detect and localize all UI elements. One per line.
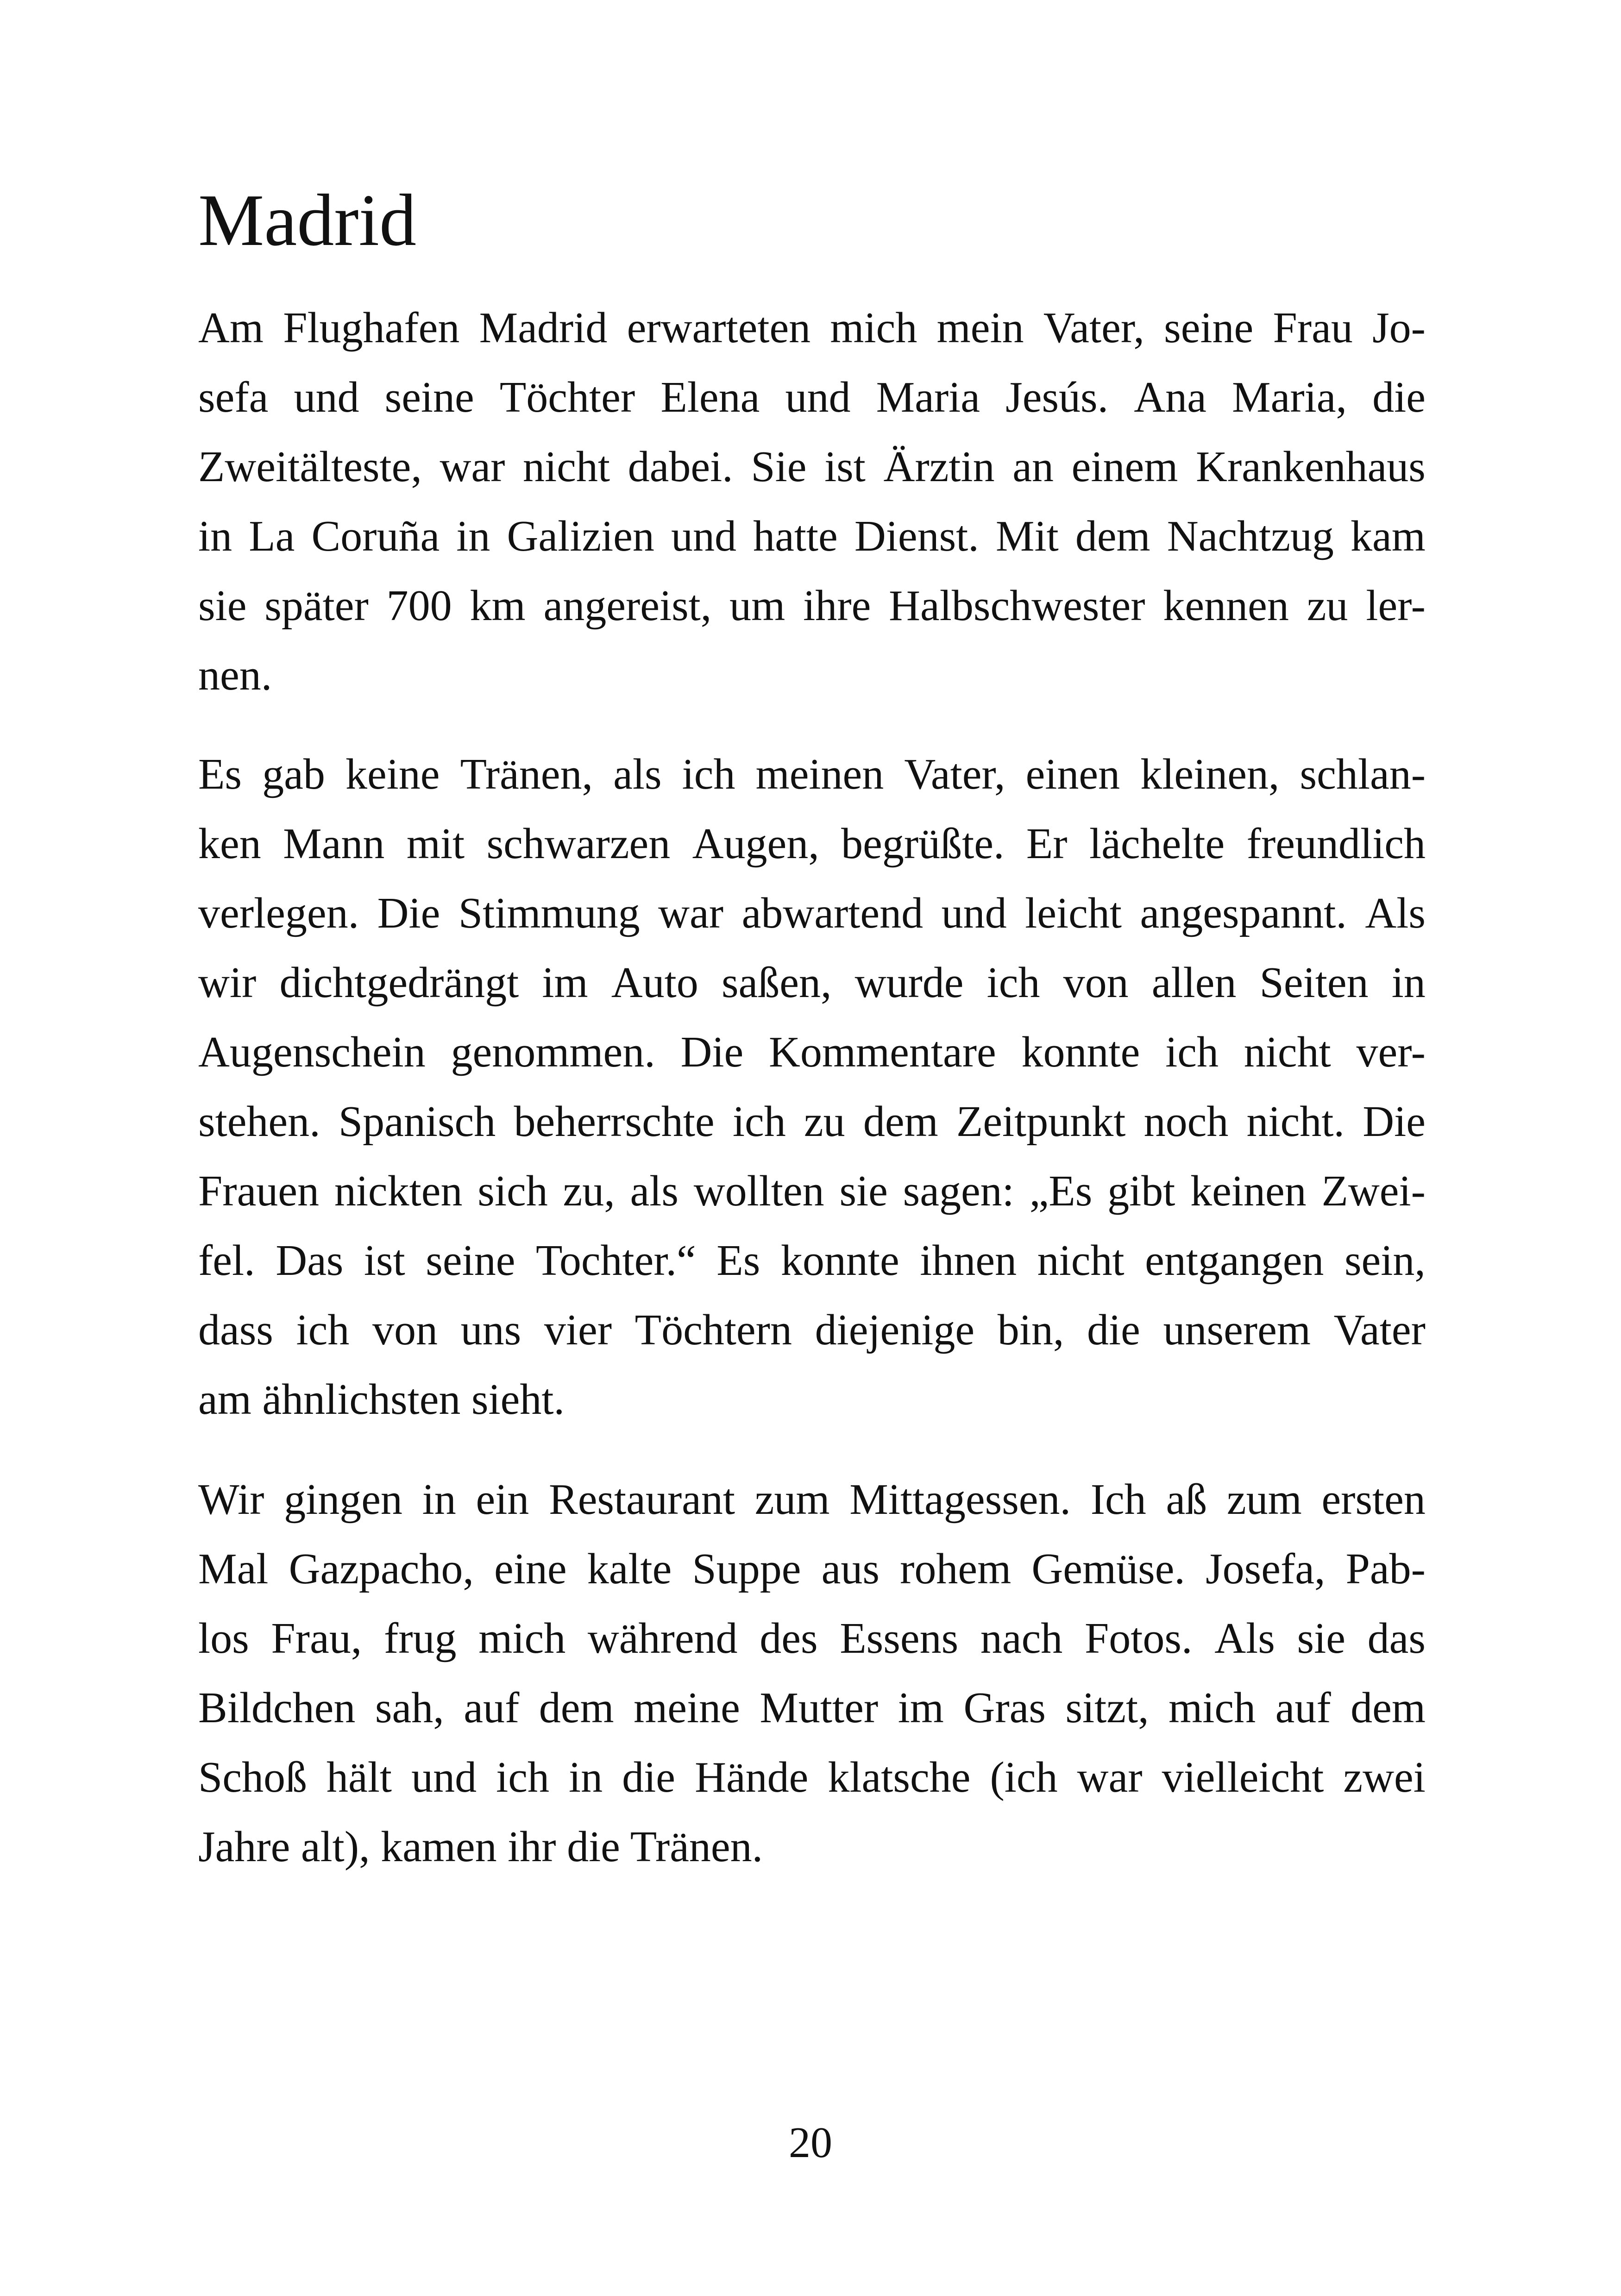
text-line: wir dichtgedrängt im Auto saßen, wurde ich von allen Seiten in	[198, 959, 1426, 1007]
text-line: Am Flughafen Madrid erwarteten mich mein Vater, seine Frau Jo-	[198, 304, 1426, 352]
text-line: Wir gingen in ein Restaurant zum Mittagessen. Ich aß zum ersten	[198, 1475, 1426, 1524]
paragraph-2	[198, 740, 1426, 1434]
text-line: dass ich von uns vier Töchtern diejenige bin, die unserem Vater	[198, 1306, 1426, 1354]
text-line: Bildchen sah, auf dem meine Mutter im Gras sitzt, mich auf dem	[198, 1684, 1426, 1732]
text-line: stehen. Spanisch beherrschte ich zu dem Zeitpunkt noch nicht. Die	[198, 1098, 1426, 1146]
text-line: sie später 700 km angereist, um ihre Halbschwester kennen zu ler-	[198, 582, 1426, 630]
text-line: nen.	[198, 651, 272, 699]
text-line: Frauen nickten sich zu, als wollten sie sagen: „Es gibt keinen Zwei-	[198, 1167, 1426, 1215]
text-line: in La Coruña in Galizien und hatte Dienst. Mit dem Nachtzug kam	[198, 512, 1426, 560]
chapter-heading: Madrid	[198, 179, 417, 261]
text-line: fel. Das ist seine Tochter.“ Es konnte ihnen nicht entgangen sein,	[198, 1236, 1426, 1285]
text-line: Jahre alt), kamen ihr die Tränen.	[198, 1823, 763, 1871]
text-line: am ähnlichsten sieht.	[198, 1375, 565, 1424]
text-line: Zweitälteste, war nicht dabei. Sie ist Ärztin an einem Krankenhaus	[198, 443, 1426, 491]
page-number: 20	[789, 2119, 832, 2167]
paragraph-3	[198, 1465, 1426, 1882]
text-line: verlegen. Die Stimmung war abwartend und leicht angespannt. Als	[198, 889, 1426, 937]
paragraph-1	[198, 293, 1426, 710]
text-line: Mal Gazpacho, eine kalte Suppe aus rohem Gemüse. Josefa, Pab-	[198, 1545, 1426, 1593]
text-line: ken Mann mit schwarzen Augen, begrüßte. Er lächelte freundlich	[198, 820, 1426, 868]
text-line: Schoß hält und ich in die Hände klatsche (ich war vielleicht zwei	[198, 1753, 1426, 1801]
text-line: Augenschein genommen. Die Kommentare konnte ich nicht ver-	[198, 1028, 1426, 1076]
text-line: Es gab keine Tränen, als ich meinen Vater, einen kleinen, schlan-	[198, 750, 1426, 798]
text-line: sefa und seine Töchter Elena und Maria Jesús. Ana Maria, die	[198, 373, 1426, 421]
text-line: los Frau, frug mich während des Essens nach Fotos. Als sie das	[198, 1614, 1426, 1662]
